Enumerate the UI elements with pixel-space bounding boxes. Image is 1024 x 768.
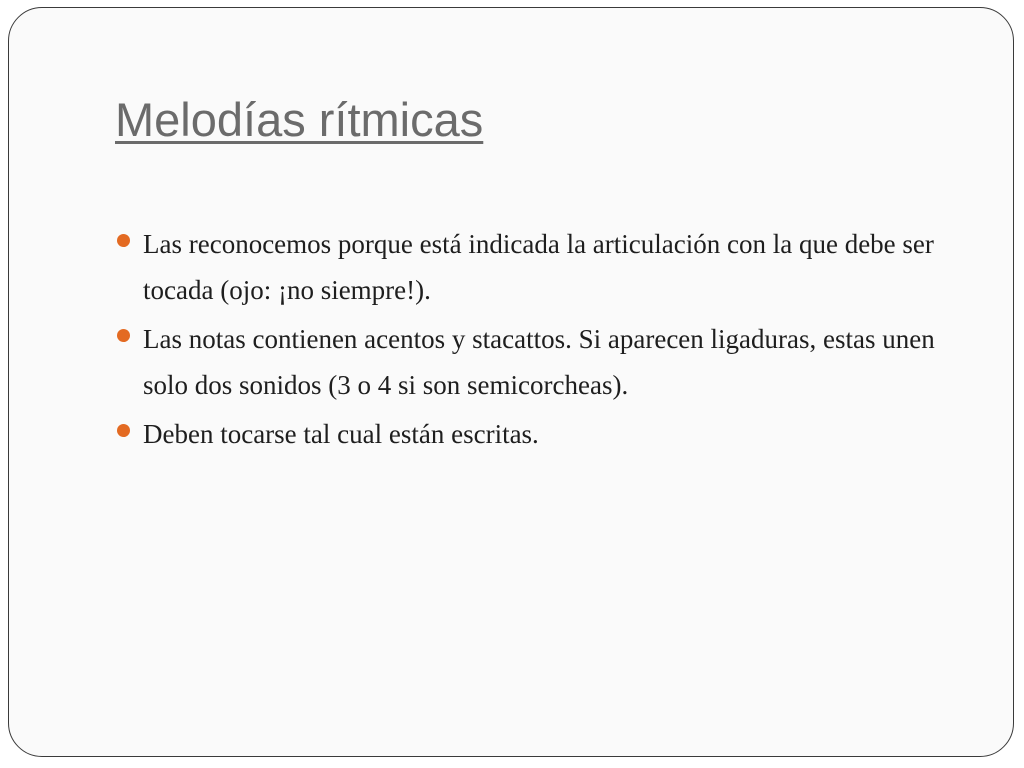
bullet-dot-icon (117, 234, 130, 247)
bullet-item (143, 411, 983, 457)
bullet-dot-icon (117, 329, 130, 342)
bullet-item (143, 316, 983, 408)
bullet-text: Las notas contienen acentos y stacattos. Si aparecen ligaduras, estas unen solo dos sonidos (3 o 4 si son semicorcheas). (143, 324, 935, 400)
bullet-text: Deben tocarse tal cual están escritas. (143, 419, 539, 449)
bullet-item (143, 221, 983, 313)
bullet-list (143, 221, 983, 460)
bullet-text: Las reconocemos porque está indicada la articulación con la que debe ser tocada (ojo: ¡no siempre!). (143, 229, 934, 305)
slide-title: Melodías rítmicas (115, 93, 484, 146)
bullet-dot-icon (117, 424, 130, 437)
slide-frame (8, 7, 1014, 757)
